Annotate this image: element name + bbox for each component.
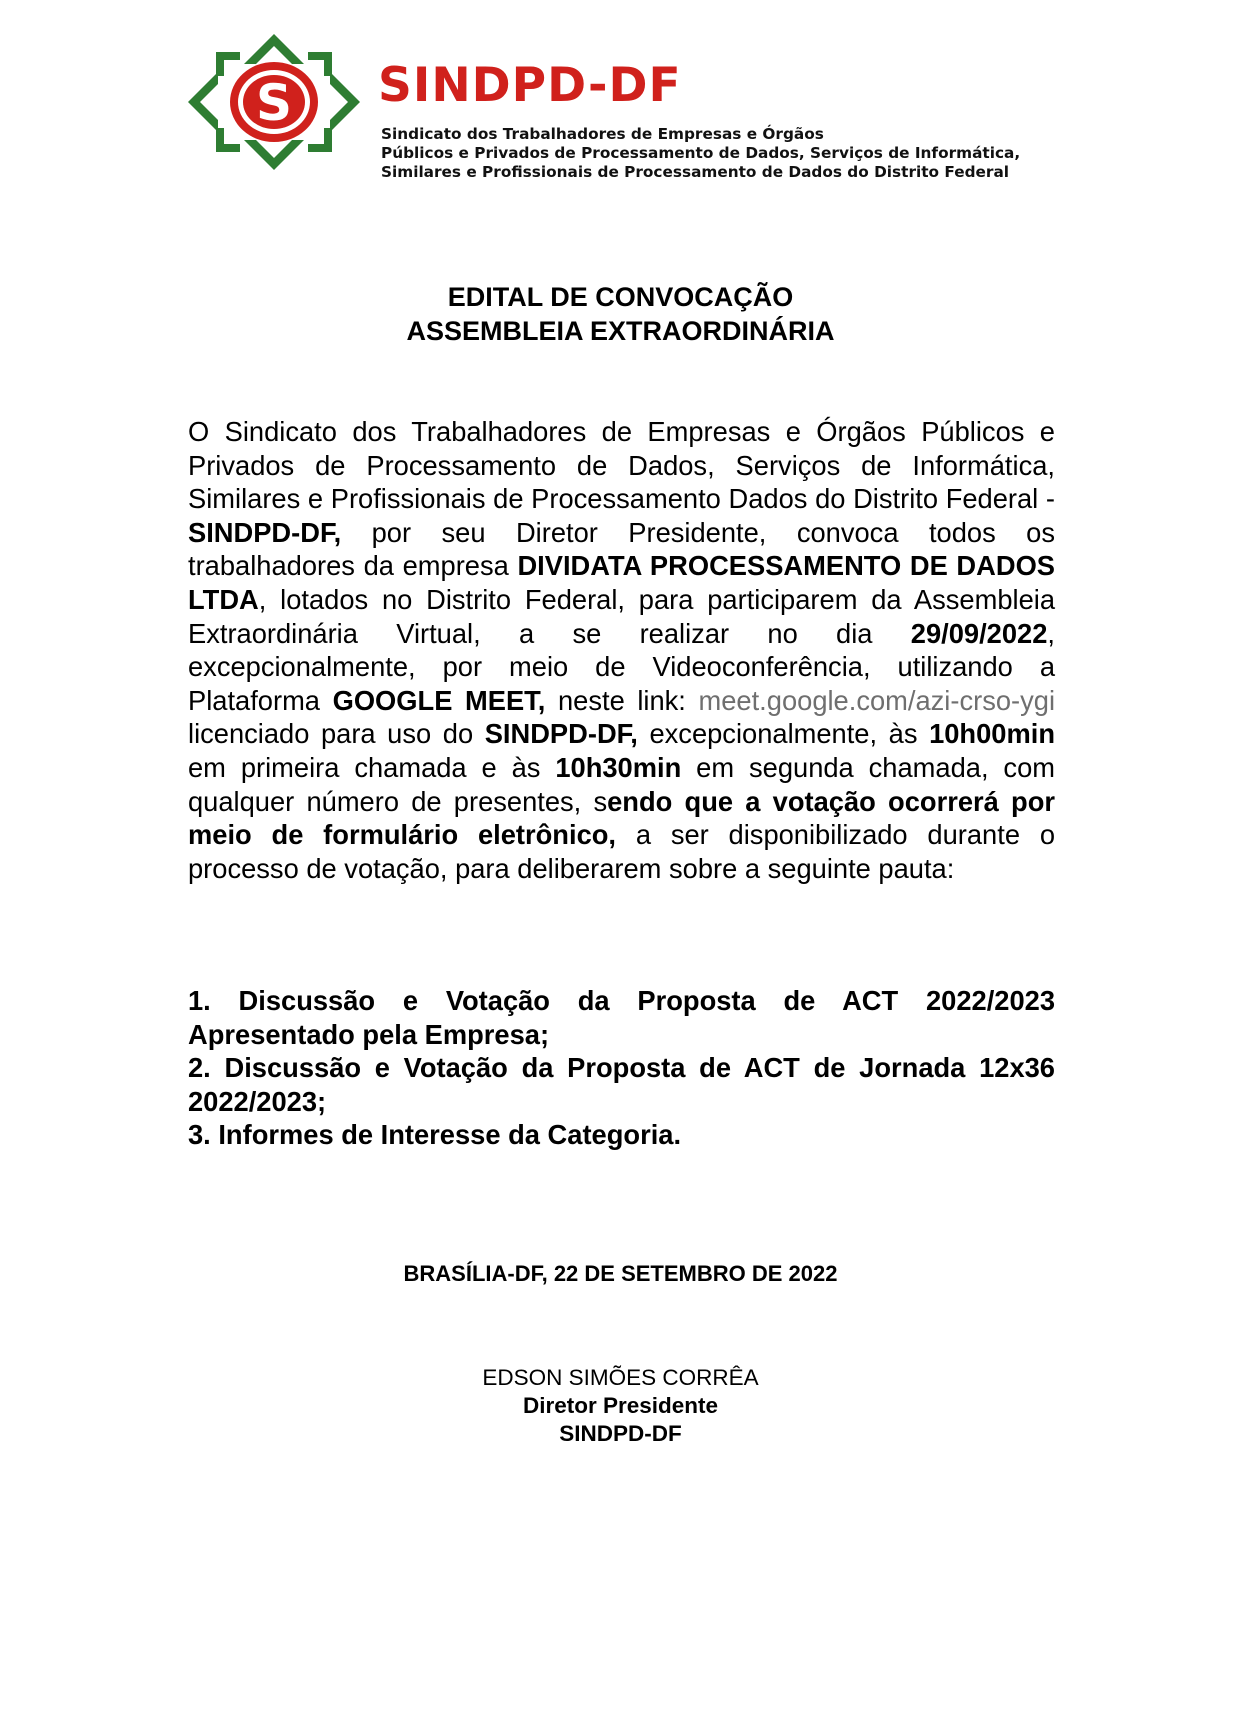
- meet-link[interactable]: meet.google.com/azi-crso-ygi: [698, 684, 1056, 716]
- body-bold-segment: SINDPD-DF,: [484, 718, 638, 750]
- org-name: SINDPD-DF: [378, 58, 682, 113]
- body-text-segment: por seu Diretor Presidente, convoca todos os trabalhadores da empresa: [188, 516, 1055, 582]
- voting-notice: endo que a votação ocorrerá por meio de formulário eletrônico,: [188, 785, 1055, 851]
- title-line-1: EDITAL DE CONVOCAÇÃO: [447, 282, 794, 312]
- signature-block: [0, 1364, 1241, 1448]
- body-text-segment: a ser disponibilizado durante o processo de votação, para deliberarem sobre a seguinte pauta:: [188, 819, 1055, 884]
- agenda-item: 2. Discussão e Votação da Proposta de ACT de Jornada 12x36 2022/2023;: [188, 1052, 1055, 1117]
- body-bold-segment: SINDPD-DF,: [188, 516, 342, 548]
- body-paragraph: [188, 415, 1055, 885]
- date-line: BRASÍLIA-DF, 22 DE SETEMBRO DE 2022: [403, 1261, 838, 1286]
- meeting-date: 29/09/2022: [910, 617, 1048, 649]
- title-line-2: ASSEMBLEIA EXTRAORDINÁRIA: [406, 316, 835, 346]
- company-name: DIVIDATA PROCESSAMENTO DE DADOS LTDA: [188, 550, 1056, 615]
- signatory-role: Diretor Presidente: [522, 1393, 719, 1418]
- org-full-name: [381, 125, 1181, 182]
- body-text-segment: , lotados no Distrito Federal, para participarem da Assembleia Extraordinária Virtual, a se realizar no dia: [188, 583, 1055, 649]
- first-call-time: 10h00min: [929, 718, 1055, 750]
- body-text-segment: licenciado para uso do: [188, 718, 485, 750]
- body-text-segment: , excepcionalmente, por meio de Videoconferência, utilizando a Plataforma: [188, 617, 1055, 716]
- org-full-name-line: Públicos e Privados de Processamento de Dados, Serviços de Informática,: [381, 144, 1021, 162]
- signatory-name: EDSON SIMÕES CORRÊA: [482, 1365, 759, 1390]
- body-text-segment: em segunda chamada, com qualquer número de presentes, s: [188, 751, 1055, 817]
- logo-letter: S: [255, 74, 293, 132]
- platform-name: GOOGLE MEET,: [332, 684, 546, 716]
- org-full-name-line: Sindicato dos Trabalhadores de Empresas e Órgãos: [381, 125, 824, 143]
- body-text-segment: O Sindicato dos Trabalhadores de Empresas e Órgãos Públicos e Privados de Processamento de Dados, Serviços de Informática, Similares e Profissionais de Processamento Dados do Distrito Federal -: [188, 416, 1055, 515]
- body-text-segment: neste link:: [545, 684, 699, 716]
- sindpd-df-logo-icon: [186, 32, 362, 172]
- body-text-segment: em primeira chamada e às: [188, 751, 556, 783]
- agenda-item: 1. Discussão e Votação da Proposta de ACT 2022/2023 Apresentado pela Empresa;: [188, 985, 1055, 1050]
- body-text-segment: excepcionalmente, às: [637, 718, 930, 750]
- agenda-item: 3. Informes de Interesse da Categoria.: [188, 1119, 682, 1151]
- second-call-time: 10h30min: [555, 751, 682, 783]
- signatory-org: SINDPD-DF: [559, 1421, 682, 1446]
- document-title: [0, 280, 1241, 348]
- org-full-name-line: Similares e Profissionais de Processamento de Dados do Distrito Federal: [381, 163, 1010, 181]
- agenda-list: [188, 984, 1055, 1152]
